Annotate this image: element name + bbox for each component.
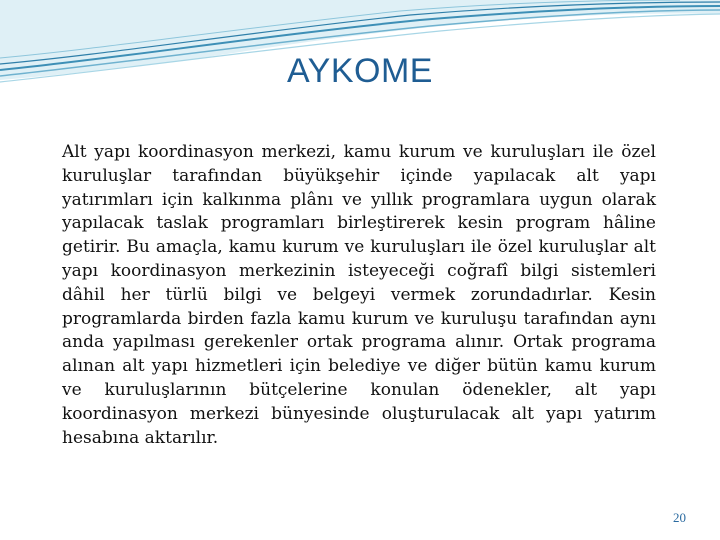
body-paragraph: Alt yapı koordinasyon merkezi, kamu kurum ve kuruluşları ile özel kuruluşlar tarafından büyükşehir içinde yapılacak alt yapı yatırımları için kalkınma plânı ve yıllık programlara uygun olarak yapılacak taslak programları birleştirerek kesin program hâline getirir. Bu amaçla, kamu kurum ve kuruluşları ile özel kuruluşlar alt yapı koordinasyon merkezinin isteyeceği coğrafî bilgi sistemleri dâhil her türlü bilgi ve belgeyi vermek zorundadırlar. Kesin programlarda birden fazla kamu kurum ve kuruluşu tarafından aynı anda yapılması gerekenler ortak programa alınır. Ortak programa alınan alt yapı hizmetleri için belediye ve diğer bütün kamu kurum ve kuruluşlarının bütçelerine konulan ödenekler, alt yapı koordinasyon merkezi bünyesinde oluşturulacak alt yapı yatırım hesabına aktarılır. bbox=[62, 142, 656, 448]
page-title: AYKOME bbox=[287, 52, 433, 90]
page-number: 20 bbox=[673, 510, 686, 525]
